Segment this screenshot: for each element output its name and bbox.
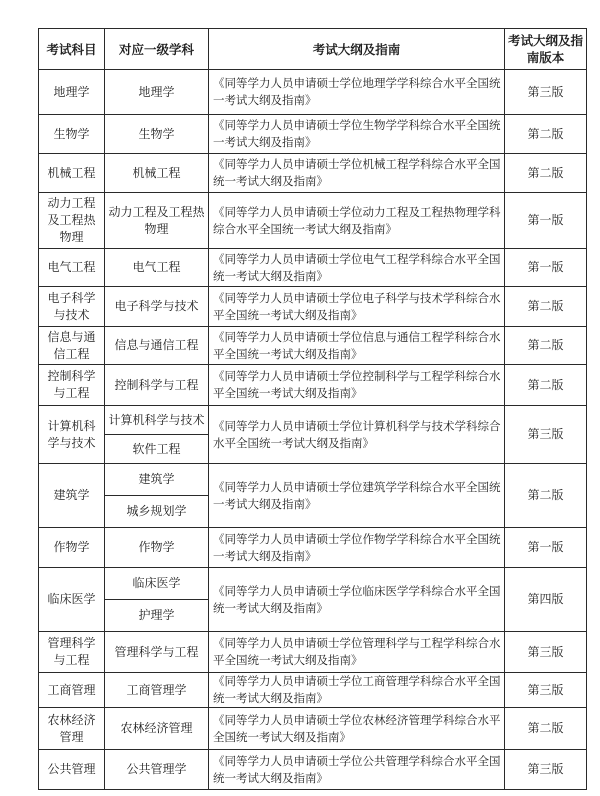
primary-discipline-cell: 生物学 [105, 115, 209, 154]
exam-subject-cell: 建筑学 [39, 464, 105, 528]
table-row [39, 327, 587, 365]
table-row [39, 708, 587, 750]
outline-guide-cell: 《同等学力人员申请硕士学位建筑学学科综合水平全国统一考试大纲及指南》 [209, 464, 505, 528]
exam-subject-cell: 计算机科学与技术 [39, 406, 105, 464]
outline-guide-cell: 《同等学力人员申请硕士学位管理科学与工程学科综合水平全国统一考试大纲及指南》 [209, 632, 505, 673]
guide-edition-cell: 第三版 [505, 632, 587, 673]
guide-edition-cell: 第三版 [505, 673, 587, 708]
table-row [39, 464, 587, 496]
exam-subject-cell: 电气工程 [39, 249, 105, 287]
outline-guide-cell: 《同等学力人员申请硕士学位公共管理学科综合水平全国统一考试大纲及指南》 [209, 750, 505, 790]
table-row [39, 528, 587, 568]
primary-discipline-cell: 动力工程及工程热物理 [105, 193, 209, 249]
primary-discipline-cell: 护理学 [105, 600, 209, 632]
exam-subject-cell: 电子科学与技术 [39, 287, 105, 327]
primary-discipline-cell: 临床医学 [105, 568, 209, 600]
header-guide-edition: 考试大纲及指南版本 [505, 29, 587, 70]
exam-subject-cell: 生物学 [39, 115, 105, 154]
primary-discipline-cell: 城乡规划学 [105, 496, 209, 528]
guide-edition-cell: 第二版 [505, 365, 587, 406]
outline-guide-cell: 《同等学力人员申请硕士学位动力工程及工程热物理学科综合水平全国统一考试大纲及指南》 [209, 193, 505, 249]
primary-discipline-cell: 计算机科学与技术 [105, 406, 209, 435]
exam-subject-cell: 信息与通信工程 [39, 327, 105, 365]
outline-guide-cell: 《同等学力人员申请硕士学位电子科学与技术学科综合水平全国统一考试大纲及指南》 [209, 287, 505, 327]
table-row [39, 193, 587, 249]
table-row [39, 287, 587, 327]
primary-discipline-cell: 工商管理学 [105, 673, 209, 708]
guide-edition-cell: 第三版 [505, 70, 587, 115]
table-row [39, 115, 587, 154]
primary-discipline-cell: 机械工程 [105, 154, 209, 193]
guide-edition-cell: 第四版 [505, 568, 587, 632]
primary-discipline-cell: 公共管理学 [105, 750, 209, 790]
primary-discipline-cell: 地理学 [105, 70, 209, 115]
table-row [39, 70, 587, 115]
exam-subject-cell: 公共管理 [39, 750, 105, 790]
outline-guide-cell: 《同等学力人员申请硕士学位农林经济管理学科综合水平全国统一考试大纲及指南》 [209, 708, 505, 750]
primary-discipline-cell: 管理科学与工程 [105, 632, 209, 673]
exam-outline-table [38, 28, 587, 790]
outline-guide-cell: 《同等学力人员申请硕士学位作物学学科综合水平全国统一考试大纲及指南》 [209, 528, 505, 568]
exam-subject-cell: 地理学 [39, 70, 105, 115]
outline-guide-cell: 《同等学力人员申请硕士学位机械工程学科综合水平全国统一考试大纲及指南》 [209, 154, 505, 193]
guide-edition-cell: 第一版 [505, 249, 587, 287]
table-row [39, 632, 587, 673]
exam-subject-cell: 动力工程及工程热物理 [39, 193, 105, 249]
table-row [39, 406, 587, 435]
exam-table-sheet [38, 28, 586, 788]
outline-guide-cell: 《同等学力人员申请硕士学位信息与通信工程学科综合水平全国统一考试大纲及指南》 [209, 327, 505, 365]
guide-edition-cell: 第二版 [505, 115, 587, 154]
table-header-row [39, 29, 587, 70]
guide-edition-cell: 第一版 [505, 193, 587, 249]
exam-subject-cell: 作物学 [39, 528, 105, 568]
exam-subject-cell: 控制科学与工程 [39, 365, 105, 406]
outline-guide-cell: 《同等学力人员申请硕士学位控制科学与工程学科综合水平全国统一考试大纲及指南》 [209, 365, 505, 406]
primary-discipline-cell: 作物学 [105, 528, 209, 568]
guide-edition-cell: 第二版 [505, 464, 587, 528]
header-primary-discipline: 对应一级学科 [105, 29, 209, 70]
outline-guide-cell: 《同等学力人员申请硕士学位工商管理学科综合水平全国统一考试大纲及指南》 [209, 673, 505, 708]
guide-edition-cell: 第一版 [505, 528, 587, 568]
guide-edition-cell: 第二版 [505, 327, 587, 365]
table-body [39, 70, 587, 790]
guide-edition-cell: 第三版 [505, 750, 587, 790]
exam-subject-cell: 农林经济管理 [39, 708, 105, 750]
outline-guide-cell: 《同等学力人员申请硕士学位电气工程学科综合水平全国统一考试大纲及指南》 [209, 249, 505, 287]
primary-discipline-cell: 软件工程 [105, 435, 209, 464]
primary-discipline-cell: 信息与通信工程 [105, 327, 209, 365]
table-row [39, 249, 587, 287]
table-row [39, 365, 587, 406]
outline-guide-cell: 《同等学力人员申请硕士学位生物学学科综合水平全国统一考试大纲及指南》 [209, 115, 505, 154]
header-outline-guide: 考试大纲及指南 [209, 29, 505, 70]
outline-guide-cell: 《同等学力人员申请硕士学位地理学学科综合水平全国统一考试大纲及指南》 [209, 70, 505, 115]
exam-subject-cell: 管理科学与工程 [39, 632, 105, 673]
table-row [39, 154, 587, 193]
guide-edition-cell: 第二版 [505, 708, 587, 750]
table-row [39, 750, 587, 790]
primary-discipline-cell: 电气工程 [105, 249, 209, 287]
primary-discipline-cell: 控制科学与工程 [105, 365, 209, 406]
header-exam-subject: 考试科目 [39, 29, 105, 70]
primary-discipline-cell: 电子科学与技术 [105, 287, 209, 327]
table-row [39, 673, 587, 708]
primary-discipline-cell: 农林经济管理 [105, 708, 209, 750]
outline-guide-cell: 《同等学力人员申请硕士学位计算机科学与技术学科综合水平全国统一考试大纲及指南》 [209, 406, 505, 464]
guide-edition-cell: 第二版 [505, 287, 587, 327]
guide-edition-cell: 第三版 [505, 406, 587, 464]
exam-subject-cell: 工商管理 [39, 673, 105, 708]
guide-edition-cell: 第二版 [505, 154, 587, 193]
exam-subject-cell: 机械工程 [39, 154, 105, 193]
table-row [39, 568, 587, 600]
exam-subject-cell: 临床医学 [39, 568, 105, 632]
primary-discipline-cell: 建筑学 [105, 464, 209, 496]
outline-guide-cell: 《同等学力人员申请硕士学位临床医学学科综合水平全国统一考试大纲及指南》 [209, 568, 505, 632]
